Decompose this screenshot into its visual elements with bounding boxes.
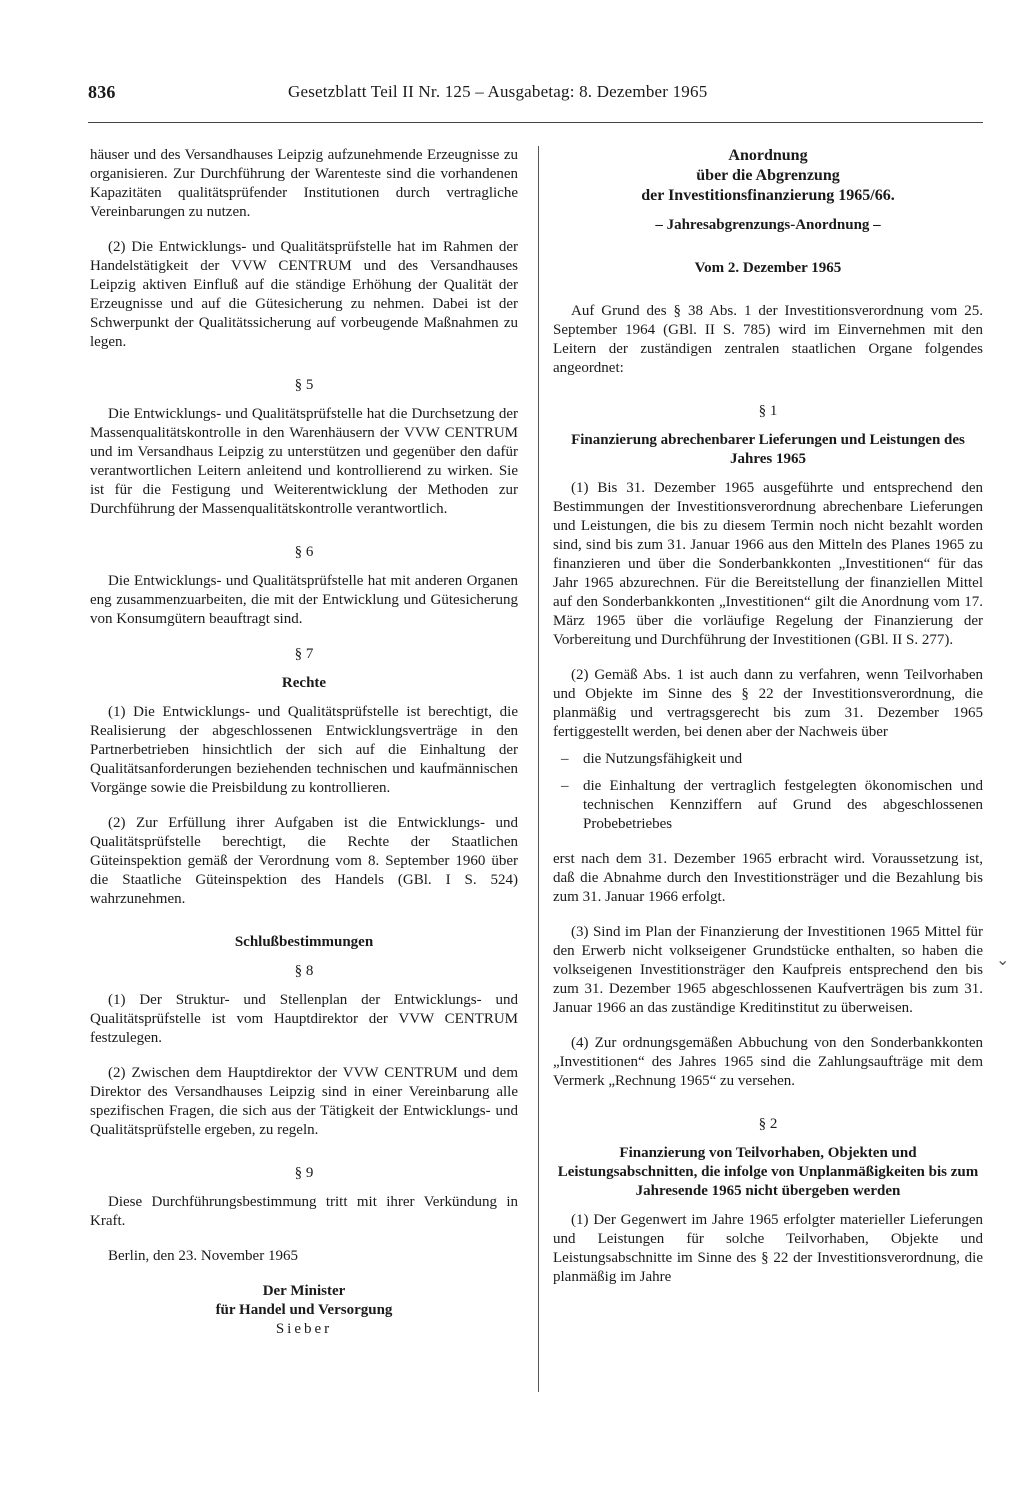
paragraph-4-2: (2) Die Entwicklungs- und Qualitätsprüfstelle hat im Rahmen der Handelstätigkeit der VVW CENTRUM und des Versandhauses Leipzig aktiven Einfluß auf die ständige Erhöhung der Qualität der Erzeugnisse und auf die Gütesicherung zu nehmen. Dabei ist der Schwerpunkt der Qualitätssicherung auf vorbeugende Maßnahmen zu legen. [90, 239, 518, 350]
place-date: Berlin, den 23. November 1965 [108, 1248, 298, 1264]
ordinance-short-title: – Jahresabgrenzungs-Anordnung – [655, 217, 881, 233]
ordinance-title-2: über die Abgrenzung [696, 167, 840, 184]
paragraph-5: Die Entwicklungs- und Qualitätsprüfstelle hat die Durchsetzung der Massenqualitätskontrolle in den Warenhäusern der VVW CENTRUM und im Versandhaus Leipzig zu unterstützen und gegenüber den dafür verantwortlichen Leitern anleitend und kontrollierend zu wirken. Sie ist für die Festigung und Weiterentwicklung der Methoden zur Durchführung der Massenqualitätskontrolle verantwortlich. [90, 406, 518, 517]
section-1-heading: § 1 [758, 403, 778, 419]
header-rule [88, 122, 983, 123]
section-7-heading: § 7 [294, 646, 314, 662]
section-7-title: Rechte [281, 675, 327, 691]
margin-mark-icon: ⌄ [996, 952, 1010, 969]
paragraph-1-1: (1) Bis 31. Dezember 1965 ausgeführte und entsprechend den Bestimmungen der Investitionsverordnung abrechenbare Lieferungen und Leistungen, die bis zu diesem Termin noch nicht bezahlt worden sind, sind bis zum 31. Januar 1966 aus den Mitteln des Planes 1965 zu finanzieren und über die Sonderbankkonten „Investitionen“ für das Jahr 1965 abzurechnen. Für die Bereitstellung der finanziellen Mittel auf den Sonderbankkonten „Investitionen“ gilt die Anordnung vom 17. März 1965 über die vorläufige Regelung der Finanzierung der Vorbereitung und Durchführung der Investitionen (GBl. II S. 277). [553, 480, 983, 648]
paragraph-continued: häuser und des Versandhauses Leipzig aufzunehmende Erzeugnisse zu organisieren. Zur Durchführung der Warenteste sind die vorhandenen Kapazitäten qualitätsprüfender Institutionen durch vertragliche Vereinbarungen zu nutzen. [90, 147, 518, 220]
signature-name: Sieber [275, 1321, 333, 1337]
section-2-heading: § 2 [758, 1116, 778, 1132]
paragraph-7-2: (2) Zur Erfüllung ihrer Aufgaben ist die Entwicklungs- und Qualitätsprüfstelle berechtigt, die Rechte der Staatlichen Güteinspektion gemäß der Verordnung vom 8. September 1960 über die Staatliche Güteinspektion des Handels (GBl. I S. 524) wahrzunehmen. [90, 815, 518, 907]
section-9-heading: § 9 [294, 1165, 314, 1181]
paragraph-8-2: (2) Zwischen dem Hauptdirektor der VVW CENTRUM und dem Direktor des Versandhauses Leipzig sind in einer Vereinbarung alle spezifischen Fragen, die sich aus der Tätigkeit der Entwicklungs- und Qualitätsprüfstelle ergeben, zu regeln. [90, 1065, 518, 1138]
section-6-heading: § 6 [294, 544, 314, 560]
running-header [88, 82, 780, 106]
section-5-heading: § 5 [294, 377, 314, 393]
ordinance-title-3: der Investitionsfinanzierung 1965/66. [641, 187, 895, 204]
paragraph-1-4: (4) Zur ordnungsgemäßen Abbuchung von den Sonderbankkonten „Investitionen“ des Jahres 1965 sind die Zahlungsaufträge mit dem Vermerk „Rechnung 1965“ zu versehen. [553, 1035, 983, 1089]
gazette-title: Gesetzblatt Teil II Nr. 125 – Ausgabetag: 8. Dezember 1965 [288, 82, 708, 101]
paragraph-1-2: (2) Gemäß Abs. 1 ist auch dann zu verfahren, wenn Teilvorhaben und Objekte im Sinne des § 22 der Investitionsverordnung, die planmäßig und vertragsgerecht bis zum 31. Dezember 1965 fertiggestellt werden, bei denen aber der Nachweis über [553, 667, 983, 740]
section-8-heading: § 8 [294, 963, 314, 979]
paragraph-6: Die Entwicklungs- und Qualitätsprüfstelle hat mit anderen Organen eng zusammenzuarbeiten, die mit der Entwicklung und Gütesicherung von Konsumgütern beauftragt sind. [90, 573, 518, 627]
paragraph-1-3: (3) Sind im Plan der Finanzierung der Investitionen 1965 Mittel für den Erwerb nicht volkseigener Grundstücke enthalten, so haben die volkseigenen Investitionsträger den Kaufpreis entsprechend den bis zum 31. Dezember 1965 abgeschlossenen Kaufverträgen bis zum 31. Januar 1966 an das zuständige Kreditinstitut zu überweisen. [553, 924, 983, 1016]
ordinance-date: Vom 2. Dezember 1965 [694, 260, 842, 276]
paragraph-2-1: (1) Der Gegenwert im Jahre 1965 erfolgter materieller Lieferungen und Leistungen für solche Teilvorhaben, Objekte und Leistungsabschnitte im Sinne des § 22 der Investitionsverordnung, die planmäßig im Jahre [553, 1212, 983, 1285]
signature-title-1: Der Minister [262, 1283, 346, 1299]
dash-item-1: – die Nutzungsfähigkeit und [561, 751, 743, 767]
paragraph-9: Diese Durchführungsbestimmung tritt mit ihrer Verkündung in Kraft. [90, 1194, 518, 1229]
ordinance-preamble: Auf Grund des § 38 Abs. 1 der Investitionsverordnung vom 25. September 1964 (GBl. II S. 785) wird im Einvernehmen mit den Leitern der zuständigen zentralen staatlichen Organe folgendes angeordnet: [553, 303, 983, 376]
left-column [90, 146, 518, 1339]
column-divider [538, 146, 539, 1392]
paragraph-7-1: (1) Die Entwicklungs- und Qualitätsprüfstelle ist berechtigt, die Realisierung der abgeschlossenen Entwicklungsverträge in den Partnerbetrieben hinsichtlich der sich auf die Einhaltung der Qualitätsanforderungen beziehenden technischen und kaufmännischen Vorgänge sowie die Preisbildung zu kontrollieren. [90, 704, 518, 796]
section-1-title: Finanzierung abrechenbarer Lieferungen und Leistungen des Jahres 1965 [571, 432, 965, 467]
paragraph-8-1: (1) Der Struktur- und Stellenplan der Entwicklungs- und Qualitätsprüfstelle ist vom Hauptdirektor der VVW CENTRUM festzulegen. [90, 992, 518, 1046]
ordinance-title-1: Anordnung [728, 147, 808, 164]
signature-title-2: für Handel und Versorgung [215, 1302, 393, 1318]
dash-item-2: – die Einhaltung der vertraglich festgelegten ökonomischen und technischen Kennziffern auf Grund des abgeschlossenen Probebetriebes [561, 778, 983, 832]
page-number: 836 [88, 82, 116, 102]
section-2-title: Finanzierung von Teilvorhaben, Objekten und Leistungsabschnitten, die infolge von Unplanmäßigkeiten bis zum Jahresende 1965 nicht übergeben werden [557, 1145, 979, 1199]
paragraph-1-2-continued: erst nach dem 31. Dezember 1965 erbracht wird. Voraussetzung ist, daß die Abnahme durch den Investitionsträger und die Bezahlung bis zum 31. Januar 1966 erfolgt. [553, 851, 983, 905]
final-provisions-heading: Schlußbestimmungen [234, 934, 374, 950]
right-column [553, 146, 983, 1287]
